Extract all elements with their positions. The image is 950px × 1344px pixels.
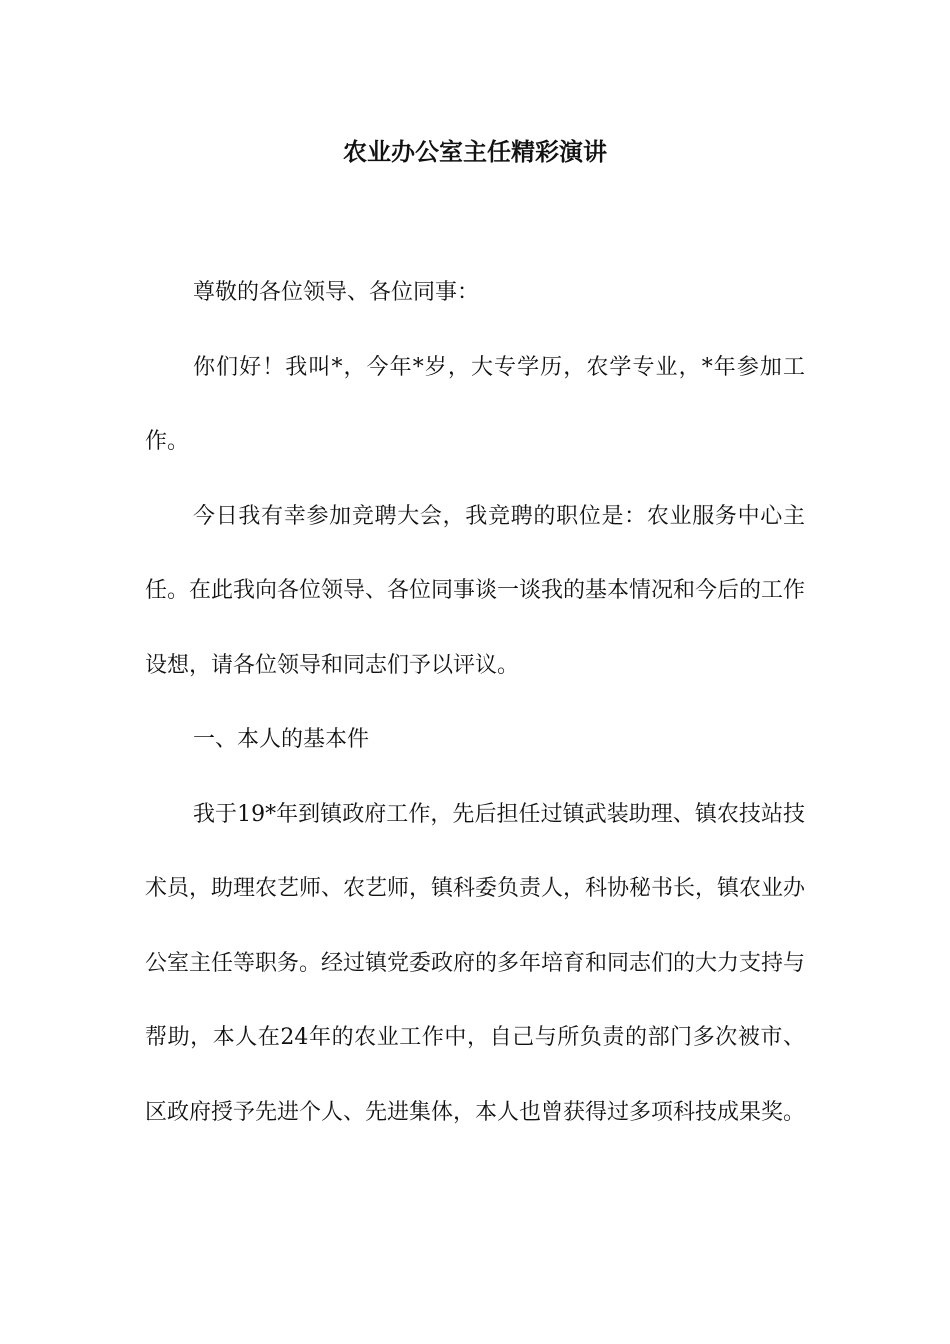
background-paragraph: 我于19*年到镇政府工作，先后担任过镇武装助理、镇农技站技术员，助理农艺师、农艺师，镇科委负责人，科协秘书长，镇农业办公室主任等职务。经过镇党委政府的多年培育和同志们的大力支持与帮助，本人在24年的农业工作中，自己与所负责的部门多次被市、区政府授予先进个人、先进集体，本人也曾获得过多项科技成果奖。 bbox=[145, 801, 806, 1125]
document-body bbox=[145, 256, 805, 1150]
intro-paragraph: 今日我有幸参加竞聘大会，我竞聘的职位是：农业服务中心主任。在此我向各位领导、各位同事谈一谈我的基本情况和今后的工作设想，请各位领导和同志们予以评议。 bbox=[145, 503, 806, 678]
greeting-paragraph: 你们好！我叫*，今年*岁，大专学历，农学专业，*年参加工作。 bbox=[145, 354, 805, 454]
document-title: 农业办公室主任精彩演讲 bbox=[343, 137, 607, 166]
section-heading: 一、本人的基本件 bbox=[193, 727, 370, 752]
salutation-paragraph: 尊敬的各位领导、各位同事： bbox=[193, 280, 480, 305]
